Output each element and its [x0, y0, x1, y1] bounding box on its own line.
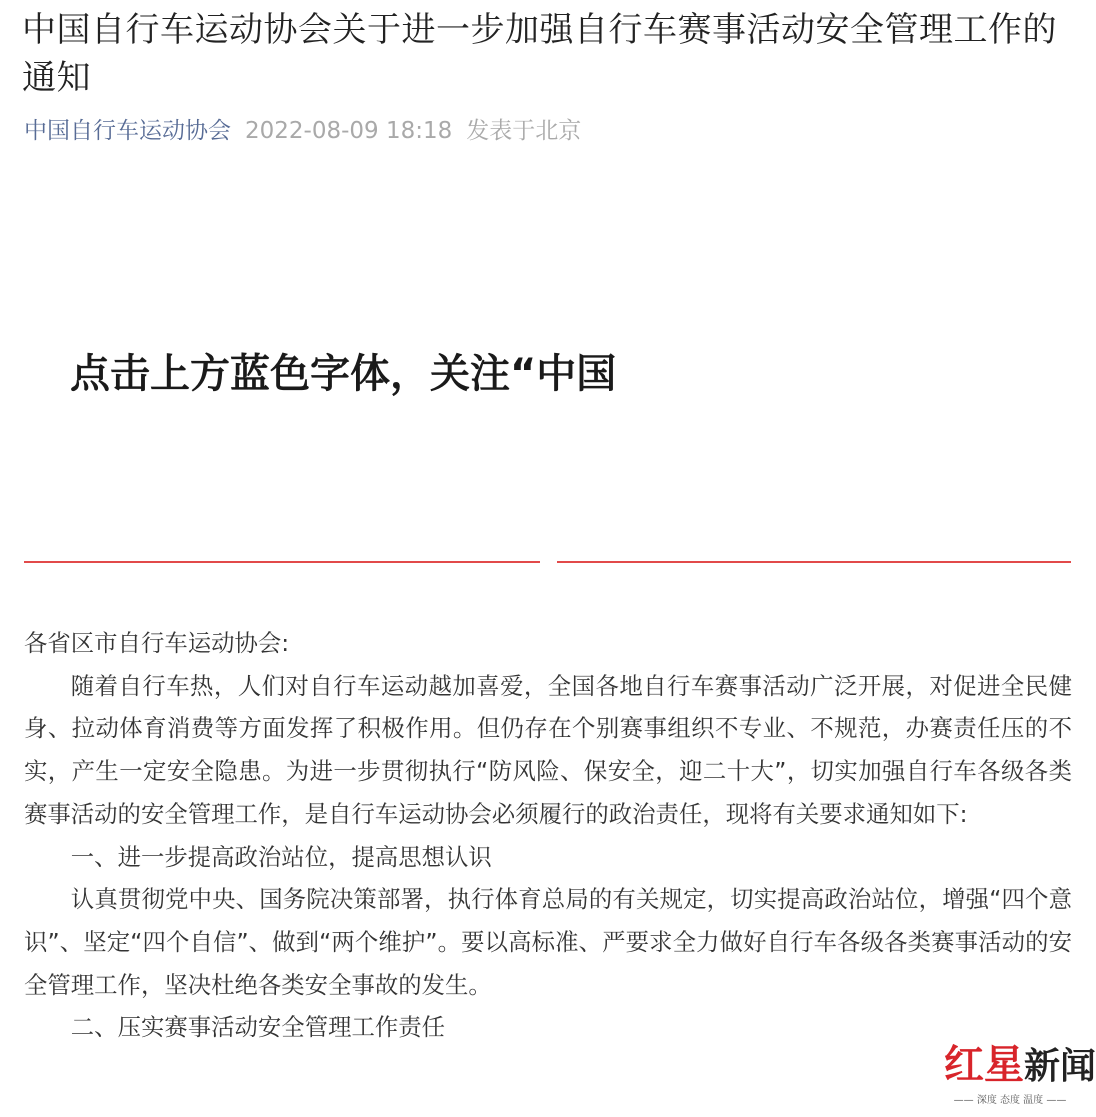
red-divider-left — [24, 561, 540, 563]
watermark-brand-dark: 新闻 — [1024, 1045, 1096, 1087]
watermark-slogan: —— 深度 态度 温度 —— — [953, 1095, 1067, 1106]
watermark-brand-red: 红星 — [944, 1041, 1024, 1088]
hongxing-news-watermark — [944, 1038, 1096, 1114]
watermark-logo — [944, 1038, 1096, 1093]
section-heading-2: 二、压实赛事活动安全管理工作责任 — [70, 1013, 446, 1042]
article-title: 中国自行车运动协会关于进一步加强自行车赛事活动安全管理工作的通知 — [22, 10, 1057, 98]
body-paragraph-2: 认真贯彻党中央、国务院决策部署，执行体育总局的有关规定，切实提高政治站位，增强“四个意识”、坚定“四个自信”、做到“两个维护”。要以高标准、严要求全力做好自行车各级各类赛事活动的安全管理工作，坚决杜绝各类安全事故的发生。 — [24, 885, 1072, 999]
publish-location: 发表于北京 — [466, 118, 582, 144]
article-meta — [24, 113, 581, 149]
article-body — [24, 622, 1072, 1049]
follow-banner-text: 点击上方蓝色字体，关注“中国 — [70, 351, 617, 397]
section-heading-1: 一、进一步提高政治站位，提高思想认识 — [70, 842, 492, 871]
red-divider-right — [557, 561, 1071, 563]
author-link[interactable]: 中国自行车运动协会 — [24, 118, 231, 144]
salutation: 各省区市自行车运动协会: — [24, 629, 290, 657]
body-paragraph-1: 随着自行车热，人们对自行车运动越加喜爱，全国各地自行车赛事活动广泛开展，对促进全民健身、拉动体育消费等方面发挥了积极作用。但仍存在个别赛事组织不专业、不规范，办赛责任压的不实，产生一定安全隐患。为进一步贯彻执行“防风险、保安全，迎二十大”，切实加强自行车各级各类赛事活动的安全管理工作，是自行车运动协会必须履行的政治责任，现将有关要求通知如下: — [24, 671, 1072, 828]
publish-datetime: 2022-08-09 18:18 — [245, 118, 453, 144]
